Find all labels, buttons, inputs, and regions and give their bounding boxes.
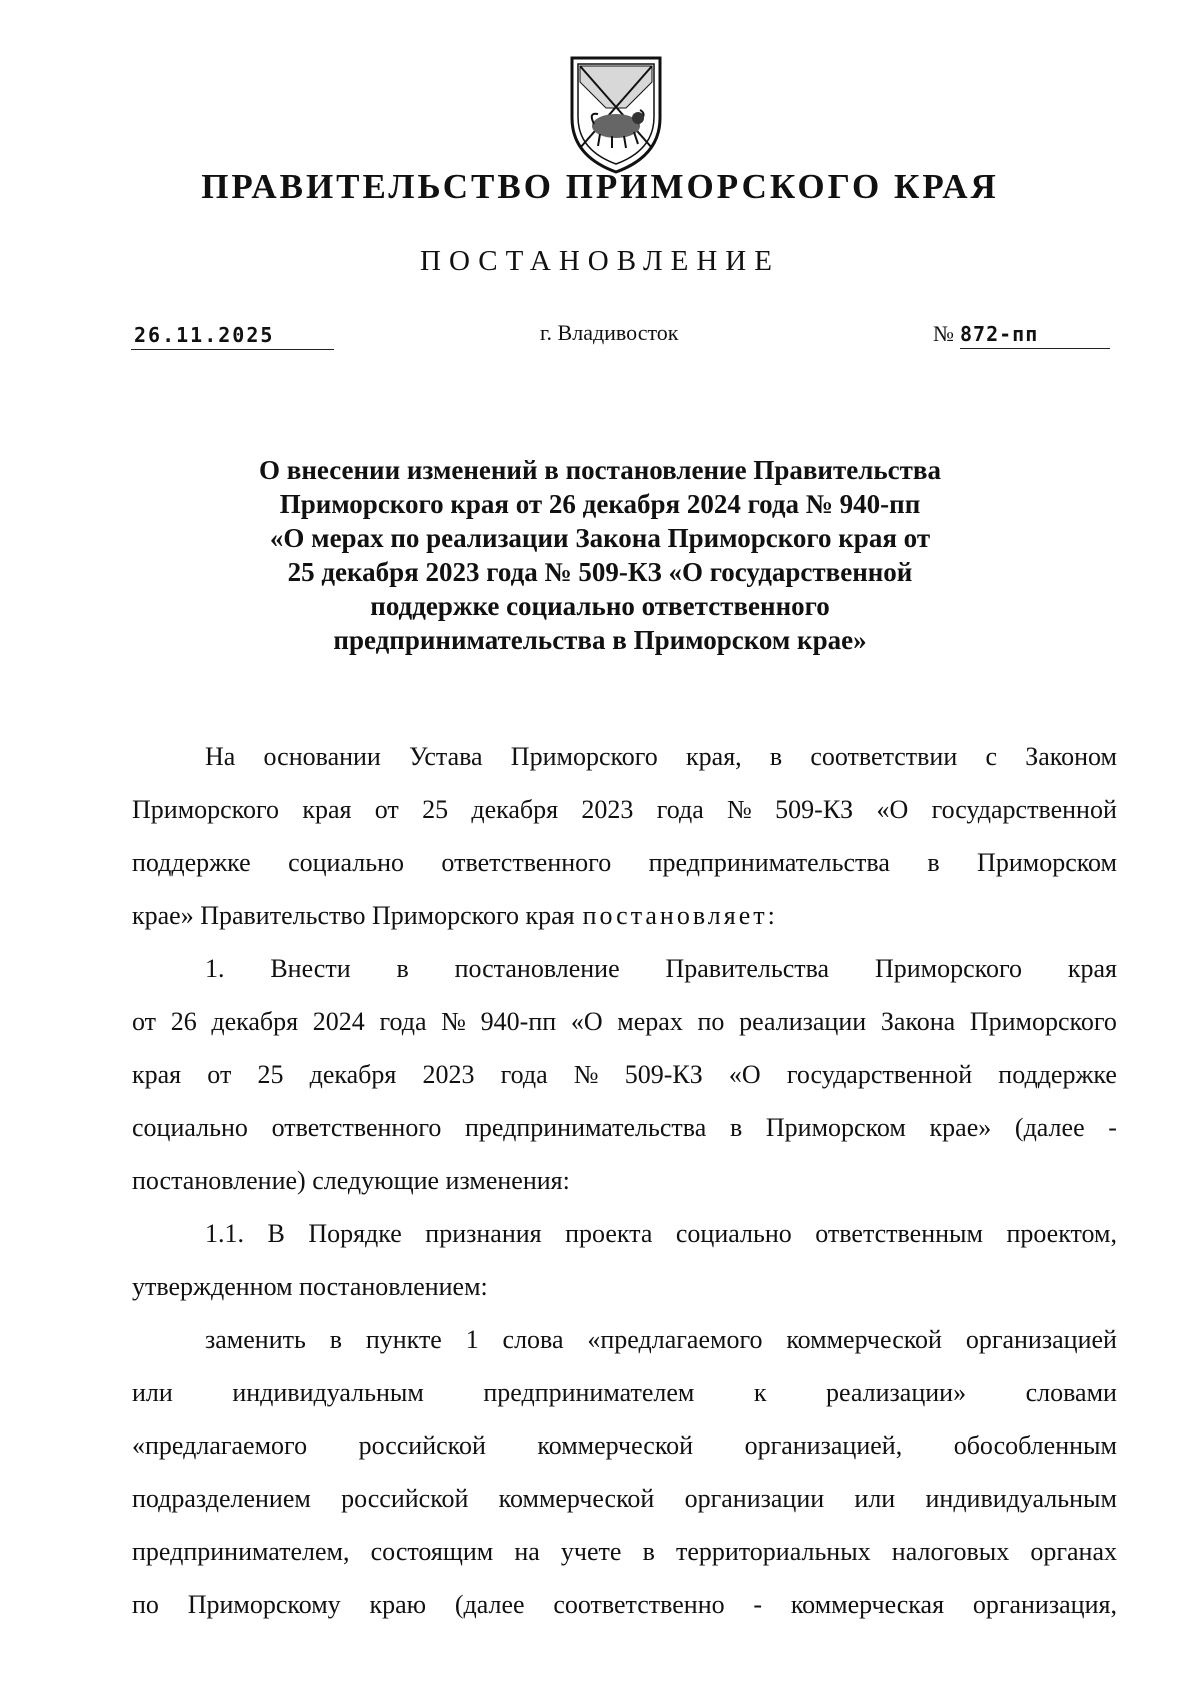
body-word: или	[132, 1378, 173, 1407]
heading-line: предпринимательства в Приморском крае»	[333, 625, 867, 655]
body-word: ответственным	[815, 1219, 983, 1248]
body-word: №	[573, 1060, 599, 1089]
body-line	[132, 1323, 1117, 1376]
body-word: Приморского	[969, 1007, 1117, 1036]
body-word: поддержке	[998, 1060, 1117, 1089]
body-line	[132, 1164, 1117, 1217]
body-line	[132, 1588, 1117, 1641]
body-word: 509-КЗ	[624, 1060, 703, 1089]
body-word: Внести	[270, 954, 351, 983]
body-word: Порядке	[308, 1219, 402, 1248]
document-heading	[160, 453, 1040, 657]
body-word: по	[132, 1590, 159, 1619]
body-word: коммерческой	[786, 1325, 942, 1354]
body-word: словами	[1025, 1378, 1117, 1407]
body-word: Приморском	[977, 848, 1117, 877]
body-word: основании	[263, 742, 381, 771]
body-word: ответственного	[441, 848, 612, 877]
body-line	[132, 1376, 1117, 1429]
heading-line: «О мерах по реализации Закона Приморского края от	[269, 523, 931, 553]
body-word: обособленным	[953, 1431, 1117, 1460]
heading-line: поддержке социально ответственного	[370, 591, 830, 621]
body-line	[132, 1482, 1117, 1535]
body-word: №	[441, 1007, 466, 1036]
body-line	[132, 1005, 1117, 1058]
body-word: 940-пп	[480, 1007, 557, 1036]
body-word: в	[642, 1537, 655, 1566]
body-line	[132, 740, 1117, 793]
body-word: -	[753, 1590, 763, 1619]
body-word: крае»	[929, 1113, 992, 1142]
body-word: Закона	[880, 1007, 956, 1036]
body-word: 26	[170, 1007, 197, 1036]
body-word: по	[697, 1007, 725, 1036]
body-line	[132, 1535, 1117, 1588]
body-word: 2024	[312, 1007, 365, 1036]
body-word: от	[207, 1060, 232, 1089]
body-word: «О	[876, 795, 909, 824]
body-text: утвержденном постановлением:	[132, 1272, 488, 1301]
body-word: края	[132, 1060, 182, 1089]
body-word: Приморском	[765, 1113, 906, 1142]
body-word: (далее	[1014, 1113, 1085, 1142]
body-word: Правительства	[665, 954, 830, 983]
document-body	[132, 740, 1117, 1641]
body-line	[132, 846, 1117, 899]
body-word: проекта	[565, 1219, 653, 1248]
body-word: предпринимателем	[483, 1378, 695, 1407]
body-word: поддержке	[132, 848, 251, 877]
body-word: реализации»	[826, 1378, 967, 1407]
body-word: проектом,	[1006, 1219, 1117, 1248]
organization-title: ПРАВИТЕЛЬСТВО ПРИМОРСКОГО КРАЯ	[201, 167, 999, 206]
body-word: 1	[465, 1325, 479, 1354]
body-word: в	[396, 954, 409, 983]
heading-line: 25 декабря 2023 года № 509-КЗ «О государственной	[287, 557, 913, 587]
body-word: в	[769, 742, 783, 771]
body-word: слова	[502, 1325, 564, 1354]
body-word: 2023	[422, 1060, 475, 1089]
body-word: декабря	[211, 1007, 299, 1036]
body-word: «предлагаемого	[132, 1431, 308, 1460]
body-word: в	[927, 848, 940, 877]
body-word: края	[302, 795, 352, 824]
document-type: ПОСТАНОВЛЕНИЕ	[420, 245, 780, 277]
body-word: Приморскому	[187, 1590, 341, 1619]
body-word: или	[854, 1484, 896, 1513]
body-word: государственной	[931, 795, 1117, 824]
body-word: учете	[560, 1537, 622, 1566]
body-word: предпринимателем,	[132, 1537, 350, 1566]
body-word: декабря	[309, 1060, 397, 1089]
body-line	[132, 1111, 1117, 1164]
body-word: Приморского	[510, 742, 658, 771]
body-word: В	[267, 1219, 285, 1248]
body-word: коммерческой	[498, 1484, 655, 1513]
body-word: состоящим	[370, 1537, 494, 1566]
document-number	[933, 321, 1110, 349]
body-word: коммерческой	[537, 1431, 694, 1460]
body-word: 509-КЗ	[775, 795, 854, 824]
body-word: в	[729, 1113, 743, 1142]
body-word: налоговых	[891, 1537, 1010, 1566]
body-word: пункте	[365, 1325, 442, 1354]
body-word: российской	[358, 1431, 486, 1460]
body-word: соответственно	[553, 1590, 725, 1619]
number-value: 872-пп	[960, 322, 1110, 349]
body-word: ответственного	[271, 1113, 442, 1142]
resolves-word: постановляет:	[582, 901, 778, 930]
body-word: На	[205, 742, 236, 771]
body-word: «О	[570, 1007, 603, 1036]
body-word: организацией,	[744, 1431, 903, 1460]
body-word: индивидуальным	[925, 1484, 1117, 1513]
body-word: края	[1067, 954, 1117, 983]
document-city: г. Владивосток	[540, 320, 679, 345]
body-word: реализации	[739, 1007, 867, 1036]
body-word: 1.	[205, 954, 225, 983]
body-word: организация,	[972, 1590, 1117, 1619]
body-word: социально	[675, 1219, 792, 1248]
body-word: -	[1108, 1113, 1117, 1142]
body-word: краю	[369, 1590, 427, 1619]
body-word: Устава	[409, 742, 483, 771]
body-word: Приморского	[132, 795, 280, 824]
body-word: с	[985, 742, 998, 771]
body-word: декабря	[471, 795, 559, 824]
body-word: Приморского	[874, 954, 1022, 983]
body-line	[132, 1217, 1117, 1270]
body-word: организации	[684, 1484, 825, 1513]
body-word: коммерческая	[790, 1590, 945, 1619]
body-word: (далее	[454, 1590, 525, 1619]
body-text: крае» Правительство Приморского края	[132, 901, 575, 930]
body-word: года	[379, 1007, 427, 1036]
body-word: Законом	[1025, 742, 1117, 771]
body-word: государственной	[786, 1060, 973, 1089]
body-word: к	[753, 1378, 767, 1407]
body-word: года	[656, 795, 704, 824]
body-word: №	[727, 795, 752, 824]
body-line	[132, 1058, 1117, 1111]
body-word: на	[514, 1537, 540, 1566]
body-word: «О	[728, 1060, 761, 1089]
body-word: индивидуальным	[232, 1378, 424, 1407]
body-word: организацией	[965, 1325, 1117, 1354]
body-line	[132, 899, 1117, 952]
body-word: органах	[1030, 1537, 1117, 1566]
body-word: года	[500, 1060, 548, 1089]
body-word: 2023	[581, 795, 634, 824]
body-word: предпринимательства	[648, 848, 890, 877]
body-word: предпринимательства	[465, 1113, 707, 1142]
heading-line: Приморского края от 26 декабря 2024 года № 940-пп	[279, 489, 921, 519]
body-word: признания	[425, 1219, 542, 1248]
body-word: постановление	[454, 954, 620, 983]
body-word: 25	[422, 795, 449, 824]
heading-line: О внесении изменений в постановление Правительства	[259, 455, 941, 485]
body-word: заменить	[205, 1325, 306, 1354]
body-word: социально	[288, 848, 404, 877]
body-word: российской	[341, 1484, 469, 1513]
coat-of-arms-icon	[568, 52, 664, 176]
body-line	[132, 793, 1117, 846]
body-word: территориальных	[675, 1537, 871, 1566]
number-label: №	[933, 321, 954, 346]
body-line	[132, 952, 1117, 1005]
body-word: 25	[257, 1060, 284, 1089]
document-date: 26.11.2025	[131, 323, 334, 350]
body-word: «предлагаемого	[587, 1325, 763, 1354]
body-text: постановление) следующие изменения:	[132, 1166, 570, 1195]
body-word: соответствии	[810, 742, 958, 771]
body-line	[132, 1270, 1117, 1323]
body-word: 1.1.	[205, 1219, 244, 1248]
body-word: мерах	[617, 1007, 683, 1036]
body-word: подразделением	[132, 1484, 311, 1513]
body-line	[132, 1429, 1117, 1482]
body-word: в	[329, 1325, 342, 1354]
body-word: от	[132, 1007, 157, 1036]
body-word: края,	[686, 742, 742, 771]
body-word: социально	[132, 1113, 248, 1142]
body-word: от	[374, 795, 399, 824]
